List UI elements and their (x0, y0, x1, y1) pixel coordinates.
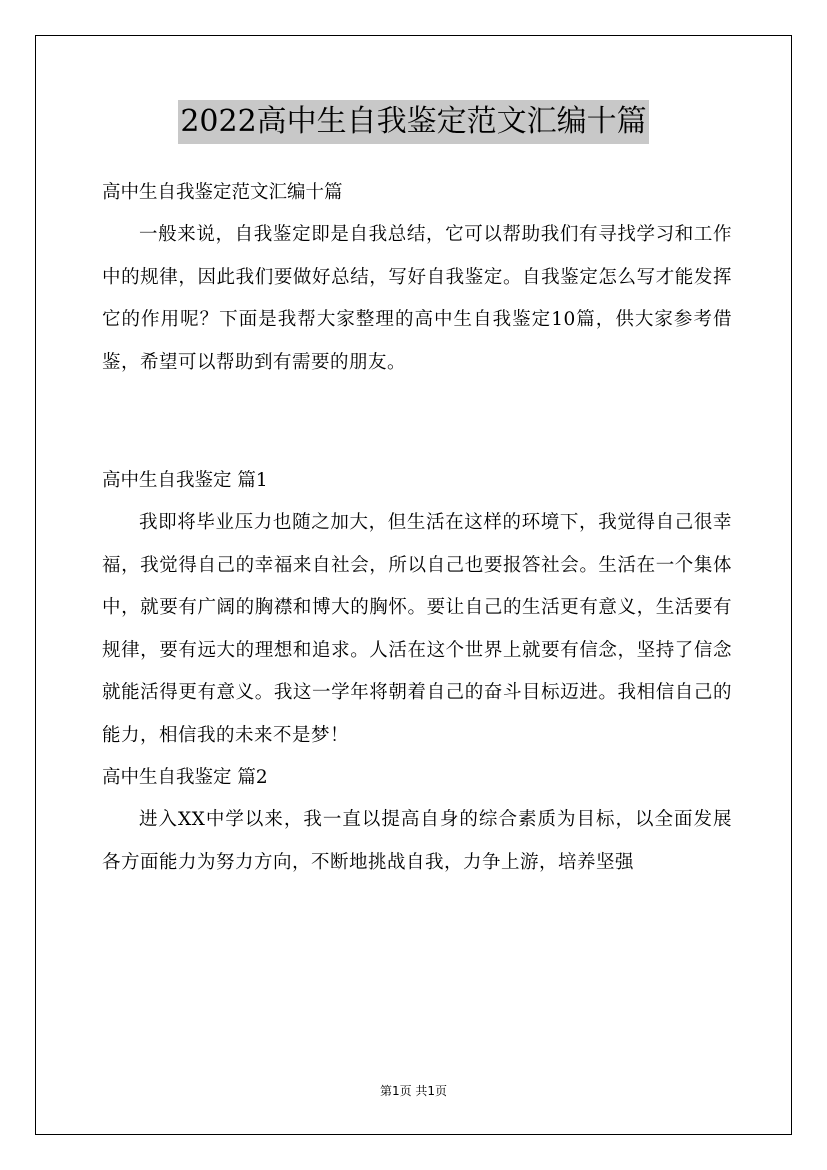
document-subtitle: 高中生自我鉴定范文汇编十篇 (102, 182, 343, 203)
section-body-2: 进入XX中学以来，我一直以提高自身的综合素质为目标，以全面发展各方面能力为努力方向，不断地挑战自我，力争上游，培养坚强 (102, 809, 732, 873)
page-footer: 第1页 共1页 (379, 1084, 448, 1098)
section-heading-1: 高中生自我鉴定 篇1 (102, 470, 268, 491)
section-heading-2: 高中生自我鉴定 篇2 (102, 767, 268, 788)
section-spacer (102, 384, 732, 460)
document-body (102, 172, 732, 884)
section-body-1: 我即将毕业压力也随之加大，但生活在这样的环境下，我觉得自己很幸福，我觉得自己的幸福来自社会，所以自己也要报答社会。生活在一个集体中，就要有广阔的胸襟和博大的胸怀。要让自己的生活更有意义，生活要有规律，要有远大的理想和追求。人活在这个世界上就要有信念，坚持了信念就能活得更有意义。我这一学年将朝着自己的奋斗目标迈进。我相信自己的能力，相信我的未来不是梦！ (102, 512, 732, 746)
document-title: 2022高中生自我鉴定范文汇编十篇 (178, 100, 648, 144)
title-container (0, 100, 827, 144)
intro-paragraph: 一般来说，自我鉴定即是自我总结，它可以帮助我们有寻找学习和工作中的规律，因此我们要做好总结，写好自我鉴定。自我鉴定怎么写才能发挥它的作用呢？下面是我帮大家整理的高中生自我鉴定10篇，供大家参考借鉴，希望可以帮助到有需要的朋友。 (102, 224, 732, 373)
